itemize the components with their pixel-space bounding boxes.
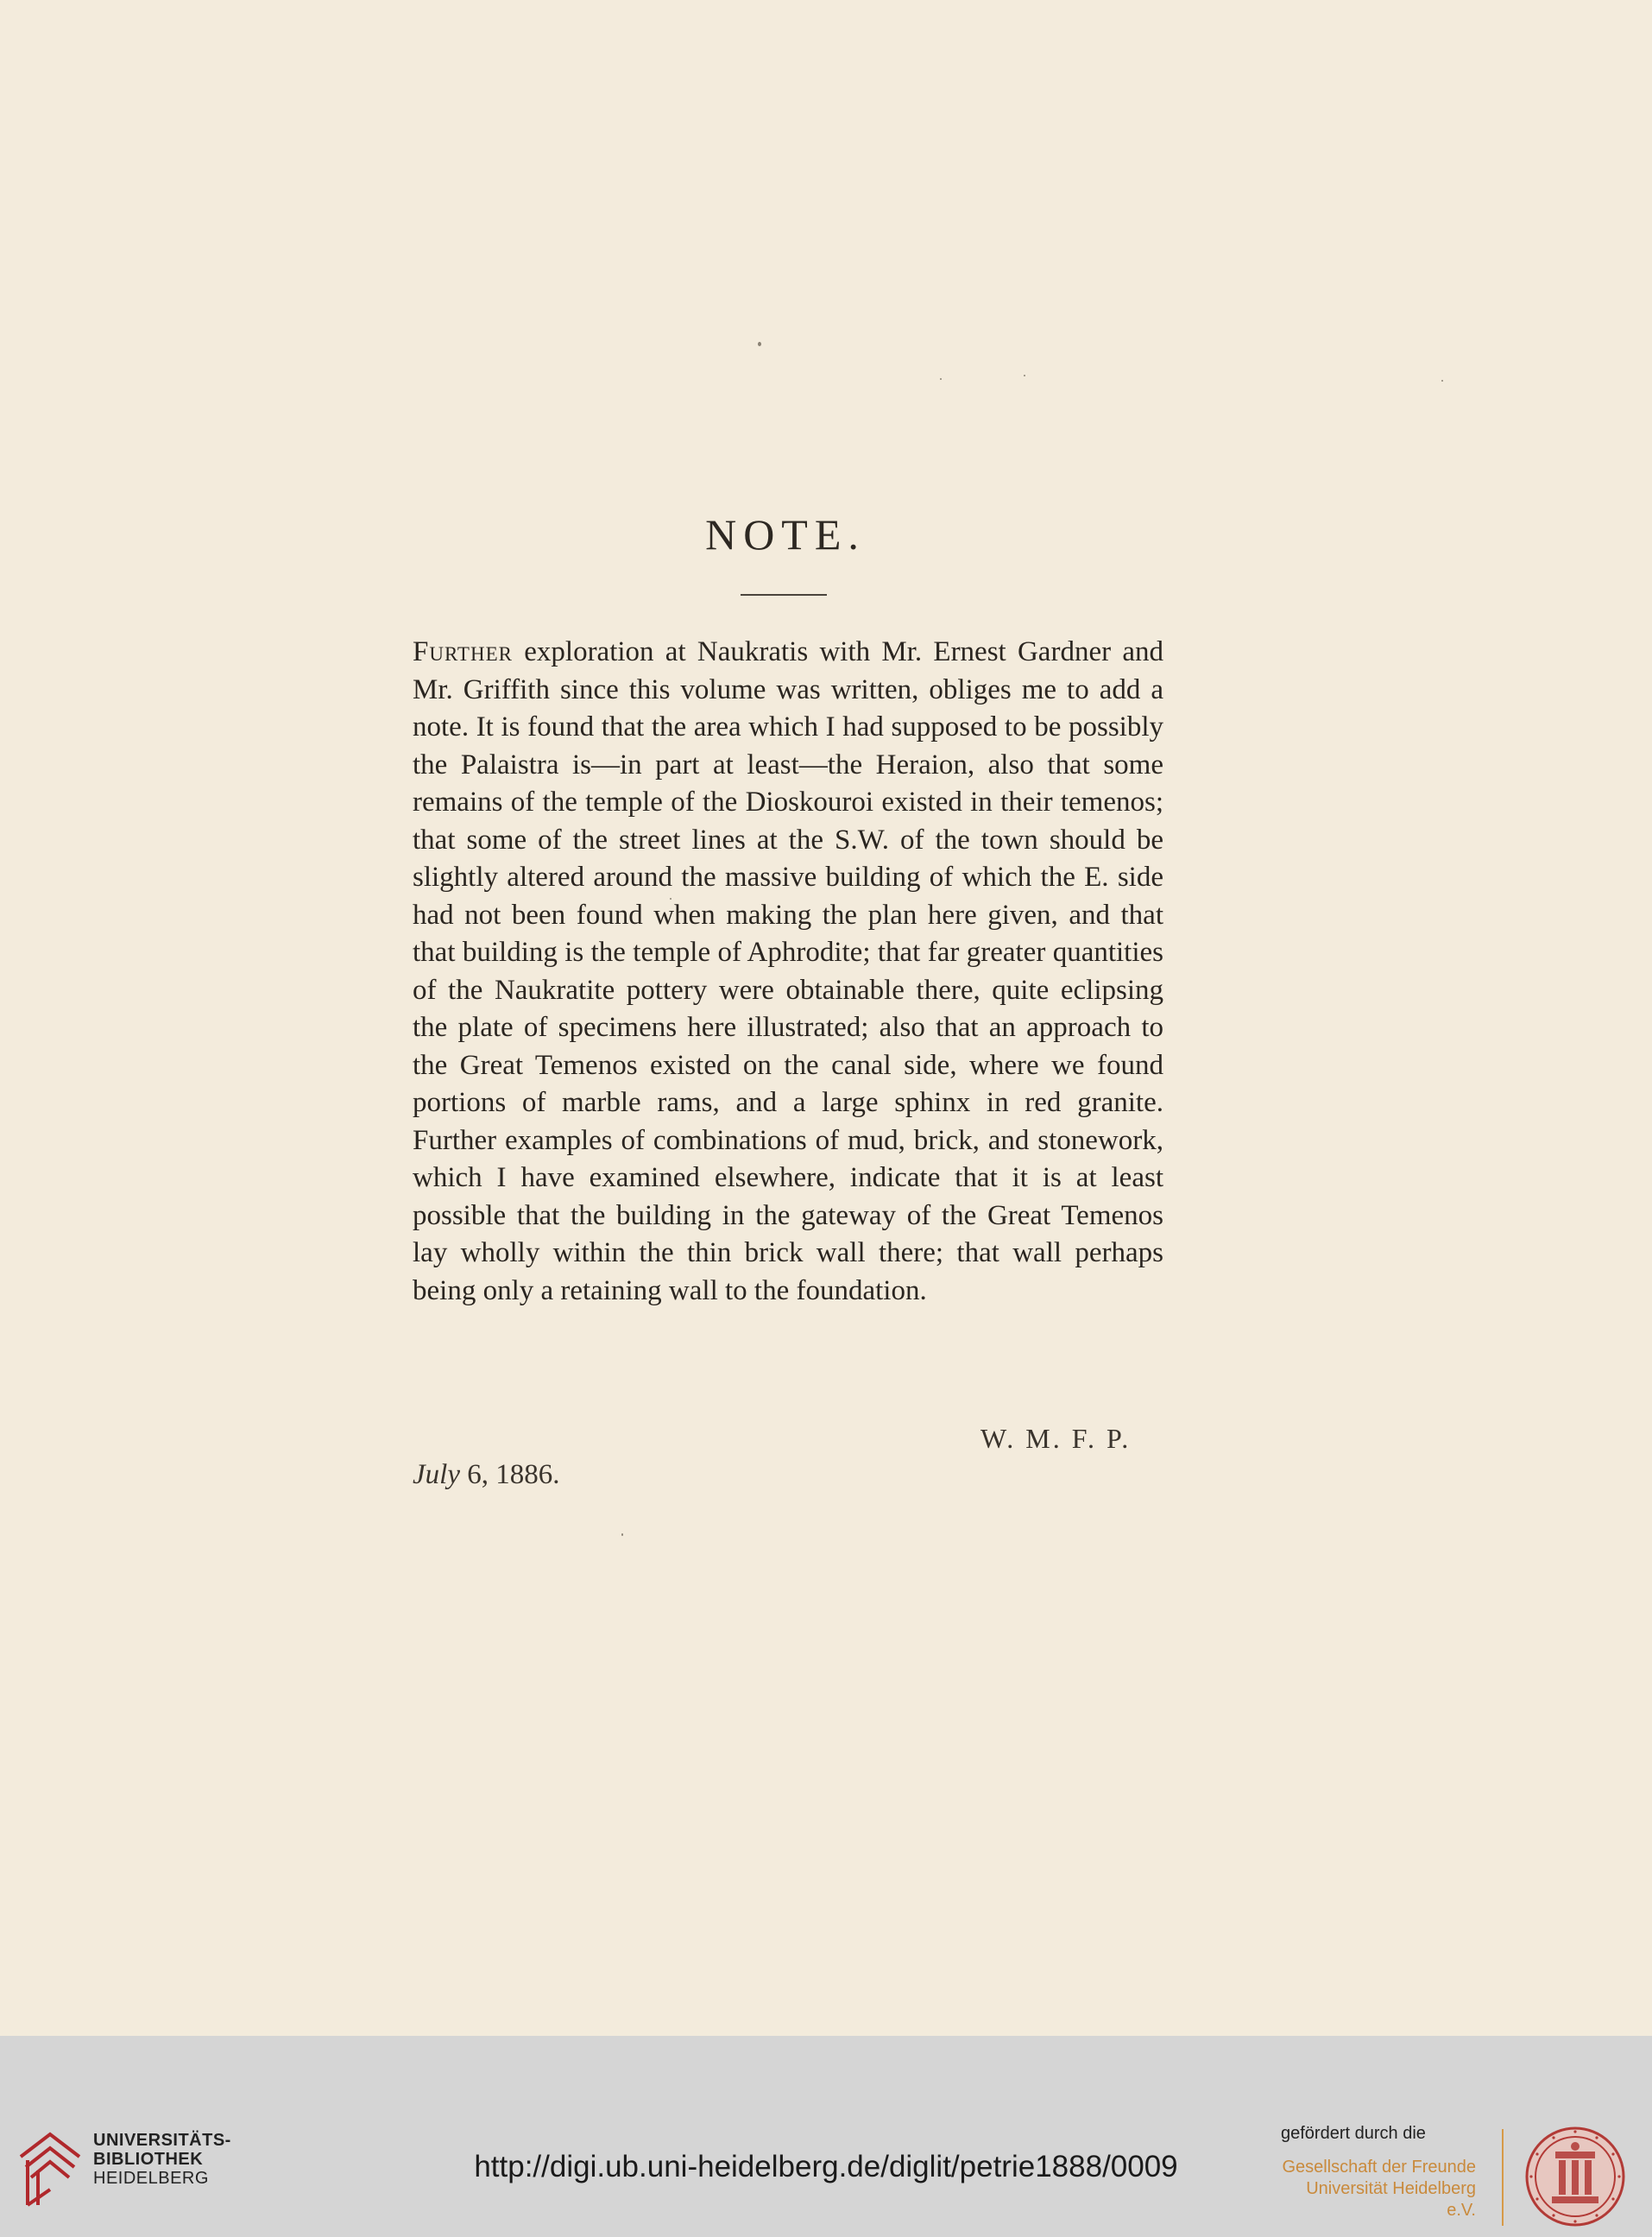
date-rest: 6, 1886. (459, 1459, 560, 1490)
note-paragraph (413, 634, 1163, 1310)
paper-speck (1024, 375, 1025, 376)
title-rule (741, 594, 827, 596)
paper-speck (621, 1533, 623, 1536)
page-title: NOTE. (705, 510, 866, 559)
society-name (1276, 2157, 1476, 2221)
lead-word: Further (413, 636, 513, 667)
library-name-line3: HEIDELBERG (93, 2169, 209, 2188)
date-month: July (413, 1459, 460, 1490)
paper-speck (758, 342, 761, 346)
author-initials: W. M. F. P. (980, 1423, 1132, 1454)
university-seal-icon (1524, 2126, 1626, 2228)
digitization-footer (0, 2036, 1652, 2237)
funded-by-label: gefördert durch die (1281, 2124, 1426, 2143)
library-name-line2: BIBLIOTHEK (93, 2150, 204, 2169)
note-date (413, 1459, 559, 1491)
permalink-url[interactable]: http://digi.ub.uni-heidelberg.de/diglit/petrie1888/0009 (474, 2150, 1178, 2183)
note-body: exploration at Naukratis with Mr. Ernest Gardner and Mr. Griffith since this volume was written, obliges me to add a note. It is found that the area which I had supposed to be possibly the Palaistra is—in part at least—the Heraion, also that some remains of the temple of the Dioskouroi existed in their temenos; that some of the street lines at the S.W. of the town should be slightly altered around the massive building of which the E. side had not been found when making the plan here given, and that that building is the temple of Aphrodite; that far greater quantities of the Naukratite pottery were obtainable there, quite eclipsing the plate of specimens here illustrated; also that an approach to the Great Temenos existed on the canal side, where we found portions of marble rams, and a large sphinx in red granite. Further examples of combinations of mud, brick, and stonework, which I have examined elsewhere, indicate that it is at least possible that the building in the gateway of the Great Temenos lay wholly within the thin brick wall there; that wall perhaps being only a retaining wall to the foundation. (413, 636, 1163, 1306)
society-name-line1: Gesellschaft der Freunde (1282, 2158, 1476, 2177)
paper-speck (940, 378, 942, 380)
library-name-line1: UNIVERSITÄTS- (93, 2131, 231, 2150)
paper-speck (1441, 380, 1443, 382)
society-name-line2: Universität Heidelberg e.V. (1306, 2179, 1476, 2220)
footer-divider (1502, 2129, 1504, 2226)
